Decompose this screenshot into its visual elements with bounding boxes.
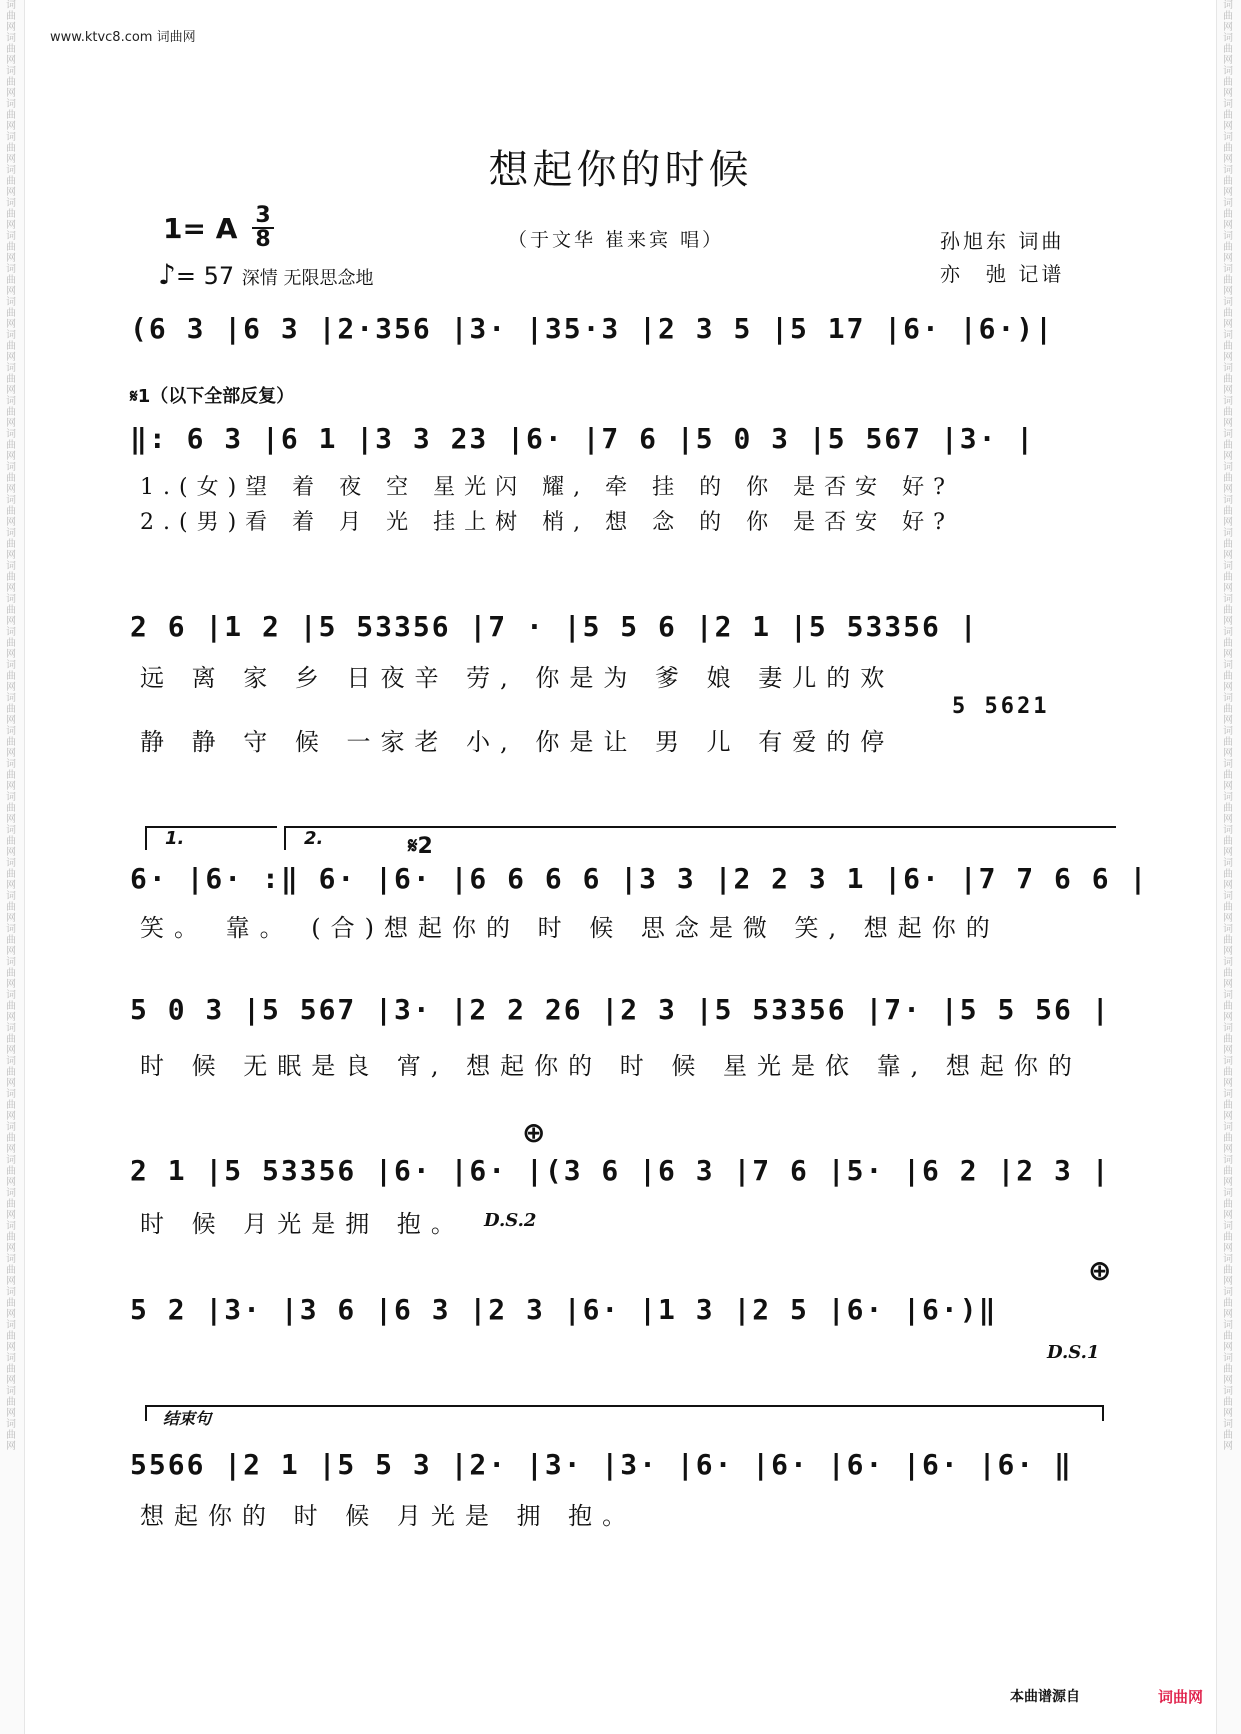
notation-line-7: 5566 |2 1 |5 5 3 |2· |3· |3· |6· |6· |6· |6· |6· ‖ [130, 1448, 1073, 1481]
time-signature [252, 205, 274, 251]
key-signature: 1= A [163, 212, 238, 245]
tempo-value: = 57 [175, 262, 235, 290]
notation-line-3: 6· |6· :‖ 6· |6· |6 6 6 6 |3 3 |2 2 3 1 |6· |7 7 6 6 | [130, 862, 1149, 895]
lyric-line-2-verse-1: 远 离 家 乡 日夜辛 劳, 你是为 爹 娘 妻儿的欢 [140, 664, 895, 692]
right-watermark-strip [1216, 0, 1241, 1734]
ds2-mark: D.S.2 [484, 1210, 537, 1231]
lyric-line-2-verse-2: 静 静 守 候 一家老 小, 你是让 男 儿 有爱的停 [140, 728, 895, 756]
eighth-note-icon: ♪ [158, 258, 176, 291]
right-watermark-text: 词曲网词曲网词曲网词曲网词曲网词曲网词曲网词曲网词曲网词曲网词曲网词曲网词曲网词曲网词曲网词曲网词曲网词曲网词曲网词曲网词曲网词曲网词曲网词曲网词曲网词曲网词曲网词曲网词曲网词曲网词曲网词曲网词曲网词曲网词曲网词曲网词曲网词曲网词曲网词曲网词曲网词曲网词曲网词曲网 [1223, 0, 1233, 1452]
segno-1-label: 𝄋1（以下全部反复） [130, 386, 295, 407]
notation-line-6: 5 2 |3· |3 6 |6 3 |2 3 |6· |1 3 |2 5 |6· |6·)‖ [130, 1293, 998, 1326]
volta-2-label: 2. [304, 828, 324, 849]
notation-line-5: 2 1 |5 53356 |6· |6· |(3 6 |6 3 |7 6 |5· |6 2 |2 3 | [130, 1154, 1111, 1187]
notation-line-1: ‖: 6 3 |6 1 |3 3 23 |6· |7 6 |5 0 3 |5 567 |3· | [130, 422, 1036, 455]
volta-1-label: 1. [165, 828, 185, 849]
time-signature-bottom: 8 [255, 227, 271, 252]
ending-bracket [145, 1405, 1104, 1421]
lyric-line-3: 笑。 靠。 (合)想起你的 时 候 思念是微 笑, 想起你的 [140, 914, 1000, 942]
lyric-line-1-verse-1: 1.(女)望 着 夜 空 星光闪 耀, 牵 挂 的 你 是否安 好? [140, 475, 954, 500]
footer-source: 本曲谱源自 [1010, 1689, 1080, 1705]
lyric-line-7: 想起你的 时 候 月光是 拥 抱。 [140, 1502, 637, 1530]
transcriber-credit: 亦 弛 记谱 [940, 262, 1065, 286]
segno-2-label: 𝄋2 [408, 834, 433, 859]
alternate-notes: 5 5621 [952, 694, 1050, 719]
lyric-line-5: 时 候 月光是拥 抱。 [140, 1210, 465, 1238]
singers: （于文华 崔来宾 唱） [508, 229, 725, 251]
time-signature-top: 3 [252, 205, 274, 229]
tempo-marking [158, 258, 374, 291]
song-title: 想起你的时候 [488, 147, 753, 193]
intro-line: (6 3 |6 3 |2·356 |3· |35·3 |2 3 5 |5 17 |6· |6·)| [130, 312, 1055, 345]
volta-1 [145, 826, 277, 850]
left-watermark-text: 词曲网词曲网词曲网词曲网词曲网词曲网词曲网词曲网词曲网词曲网词曲网词曲网词曲网词曲网词曲网词曲网词曲网词曲网词曲网词曲网词曲网词曲网词曲网词曲网词曲网词曲网词曲网词曲网词曲网词曲网词曲网词曲网词曲网词曲网词曲网词曲网词曲网词曲网词曲网词曲网词曲网词曲网词曲网词曲网 [6, 0, 16, 1452]
site-url[interactable]: www.ktvc8.com 词曲网 [50, 30, 196, 45]
ds1-mark: D.S.1 [1047, 1342, 1100, 1363]
lyric-line-4: 时 候 无眠是良 宵, 想起你的 时 候 星光是依 靠, 想起你的 [140, 1052, 1082, 1080]
lyricist-credit: 孙旭东 词曲 [940, 229, 1065, 253]
left-watermark-strip [0, 0, 25, 1734]
coda-icon: ⊕ [522, 1116, 546, 1149]
expression-mark: 深情 无限思念地 [241, 268, 374, 289]
footer-site-link[interactable]: 词曲网 [1158, 1688, 1204, 1706]
coda-end-icon: ⊕ [1088, 1254, 1112, 1287]
notation-line-4: 5 0 3 |5 567 |3· |2 2 26 |2 3 |5 53356 |7· |5 5 56 | [130, 993, 1111, 1026]
ending-label: 结束句 [163, 1409, 212, 1428]
lyric-line-1-verse-2: 2.(男)看 着 月 光 挂上树 梢, 想 念 的 你 是否安 好? [140, 510, 954, 535]
notation-line-2: 2 6 |1 2 |5 53356 |7 · |5 5 6 |2 1 |5 53356 | [130, 610, 979, 643]
